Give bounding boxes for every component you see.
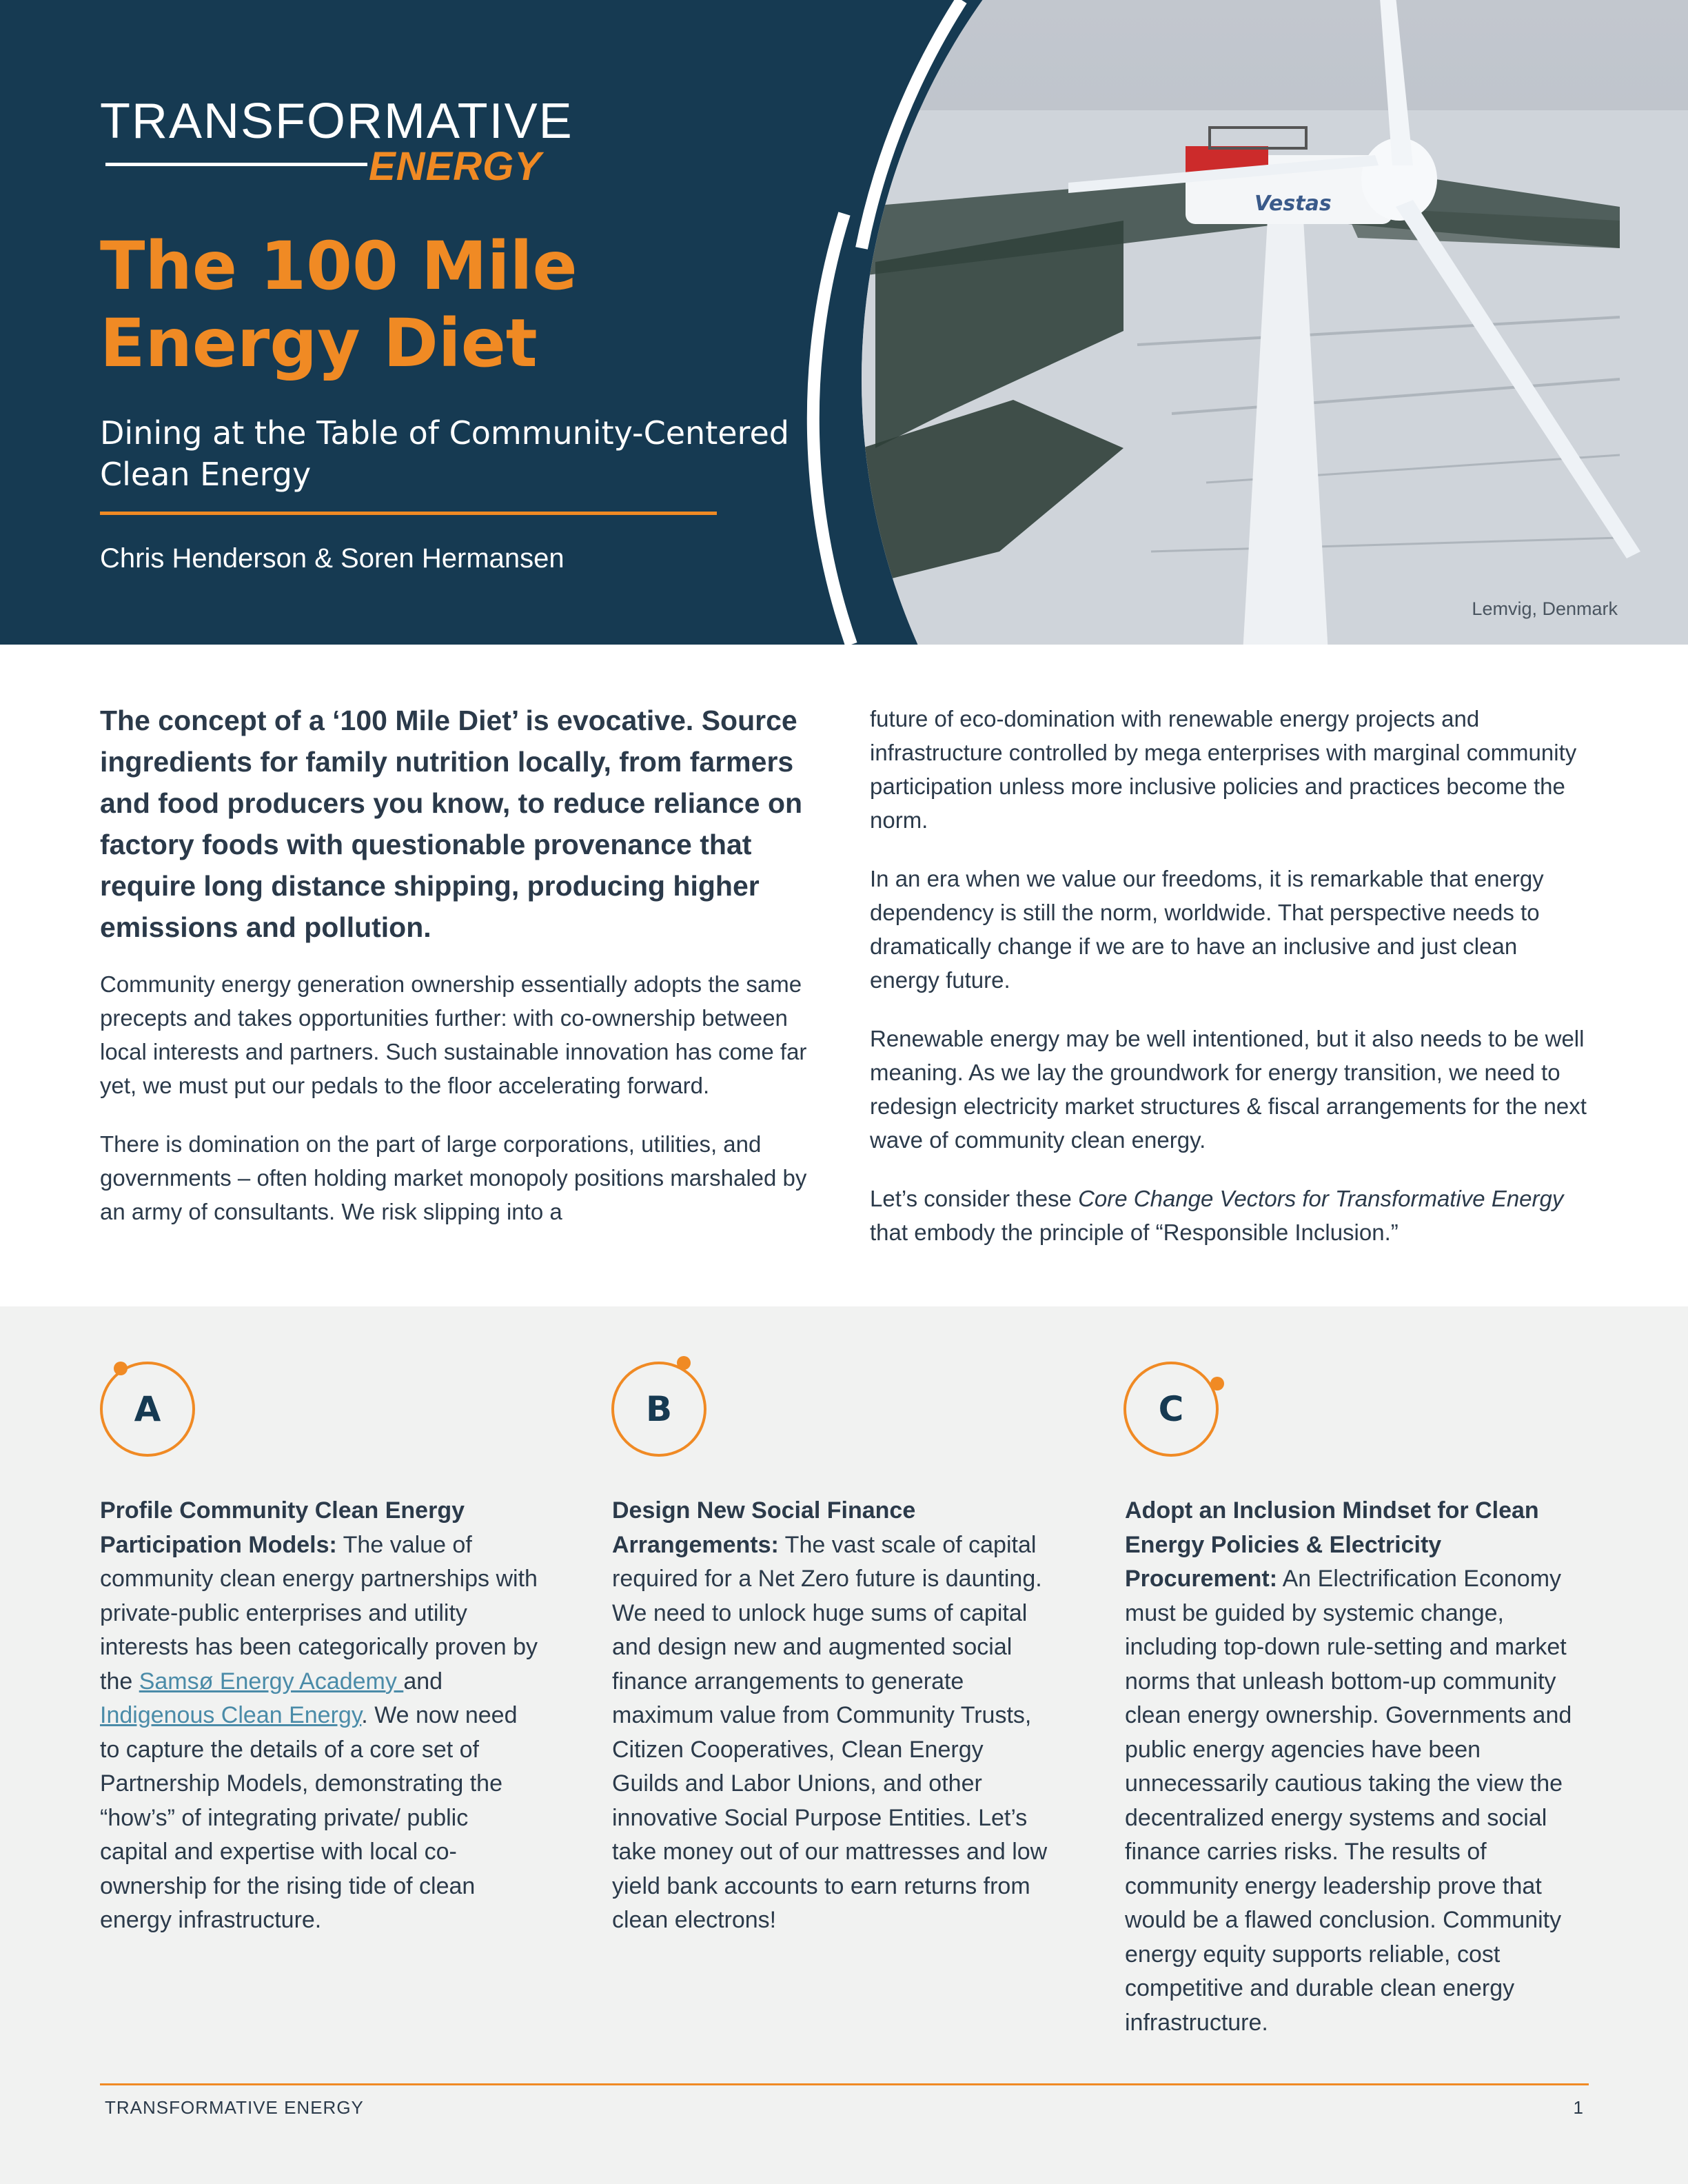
paragraph-6-start: Let’s consider these — [870, 1186, 1079, 1211]
vector-a-badge — [100, 1362, 195, 1457]
core-change-vectors-phrase: Core Change Vectors for Transformative Energy — [1078, 1186, 1564, 1211]
body-paragraph-4: In an era when we value our freedoms, it is remarkable that energy dependency is still the norm, worldwide. That perspective needs to dramatically change if we are to have an inclusive and just clean energy future. — [870, 866, 1544, 993]
vector-c-text — [1125, 1494, 1587, 2040]
vector-b-text — [612, 1494, 1053, 1938]
authors: Chris Henderson & Soren Hermansen — [100, 543, 565, 574]
lead-paragraph: The concept of a ‘100 Mile Diet’ is evocative. Source ingredients for family nutrition locally, from farmers and food producers you know, to reduce reliance on factory foods with questionable provenance that require long distance shipping, producing higher emissions and pollution. — [100, 705, 803, 943]
vector-c-badge — [1123, 1362, 1219, 1457]
body-paragraph-6 — [870, 1182, 1590, 1249]
vector-b-badge — [611, 1362, 706, 1457]
body-paragraph-3: future of eco-domination with renewable energy projects and infrastructure controlled by mega enterprises with marginal community participation unless more inclusive policies and practices become the norm. — [870, 706, 1577, 833]
vector-a-heading: Profile Community Clean Energy Participation Models: — [100, 1497, 465, 1558]
vestas-wordmark: Vestas — [1254, 192, 1332, 216]
vector-a-body-1: The value of community clean energy partnerships with private-public enterprises and utility interests has been categorically proven by the — [100, 1531, 538, 1695]
subtitle-divider — [100, 512, 717, 515]
body-paragraph-2: There is domination on the part of large corporations, utilities, and governments – often holding market monopoly positions marshaled by an army of consultants. We risk slipping into a — [100, 1131, 807, 1224]
badge-a-dot — [114, 1362, 128, 1375]
photo-caption: Lemvig, Denmark — [1472, 598, 1618, 619]
intro-left-column — [100, 700, 820, 1253]
intro-right-column — [870, 702, 1590, 1274]
vector-b-heading: Design New Social Finance Arrangements: — [612, 1497, 916, 1558]
body-paragraph-1: Community energy generation ownership essentially adopts the same precepts and takes opportunities further: with co-ownership between local interests and partners. Such sustainable innovation has come far yet, we must put our pedals to the floor accelerating forward. — [100, 971, 807, 1098]
vector-a-letter: A — [134, 1389, 161, 1429]
badge-c-dot — [1210, 1377, 1224, 1391]
vector-b-body: The vast scale of capital required for a Net Zero future is daunting. We need to unlock huge sums of capital and design new and augmented social finance arrangements to generate maximum value from Community Trusts, Citizen Cooperatives, Clean Energy Guilds and Labor Unions, and other innovative Social Purpose Entities. Let’s take money out of our mattresses and low yield bank accounts to earn returns from clean electrons! — [612, 1531, 1048, 1933]
change-vectors-section — [0, 1306, 1688, 2184]
vector-c-body: An Electrification Economy must be guided by systemic change, including top-down rule-setting and market norms that unleash bottom-up community clean energy ownership. Governments and public energy agencies have been unnecessarily cautious taking the view the decentralized energy systems and social finance carries risks. The results of community energy leadership prove that would be a flawed conclusion. Community energy equity supports reliable, cost competitive and durable clean energy infrastructure. — [1125, 1566, 1572, 2036]
vector-b-letter: B — [645, 1389, 673, 1429]
logo-underline — [105, 163, 367, 166]
vector-a-text — [100, 1494, 541, 1938]
samso-energy-academy-link[interactable]: Samsø Energy Academy — [139, 1668, 404, 1695]
footer-publication-name: TRANSFORMATIVE ENERGY — [105, 2097, 364, 2118]
logo-wordmark-top: TRANSFORMATIVE — [100, 94, 573, 149]
transformative-energy-logo — [100, 94, 573, 189]
header-banner — [0, 0, 1688, 645]
badge-b-dot — [677, 1356, 691, 1370]
page-title: The 100 Mile Energy Diet — [100, 228, 578, 382]
vector-c-letter: C — [1158, 1389, 1184, 1429]
vector-a-body-3: . We now need to capture the details of a core set of Partnership Models, demonstrating the “how’s” of integrating private/ public capital and expertise with local co-ownership for the rising tide of clean energy infrastructure. — [100, 1702, 518, 1933]
indigenous-clean-energy-link[interactable]: Indigenous Clean Energy — [100, 1702, 362, 1728]
footer-page-number: 1 — [1573, 2097, 1583, 2118]
body-paragraph-5: Renewable energy may be well intentioned, but it also needs to be well meaning. As we lay the groundwork for energy transition, we need to redesign electricity market structures & fiscal arrangements for the next wave of community clean energy. — [870, 1026, 1587, 1153]
logo-wordmark-bottom: ENERGY — [369, 144, 542, 189]
page-subtitle: Dining at the Table of Community-Centered Clean Energy — [100, 414, 789, 493]
paragraph-6-end: that embody the principle of “Responsible Inclusion.” — [870, 1220, 1399, 1245]
vector-a-body-2: and — [403, 1668, 443, 1695]
footer-divider — [100, 2083, 1589, 2085]
vector-c-heading: Adopt an Inclusion Mindset for Clean Energy Policies & Electricity Procurement: — [1125, 1497, 1539, 1592]
